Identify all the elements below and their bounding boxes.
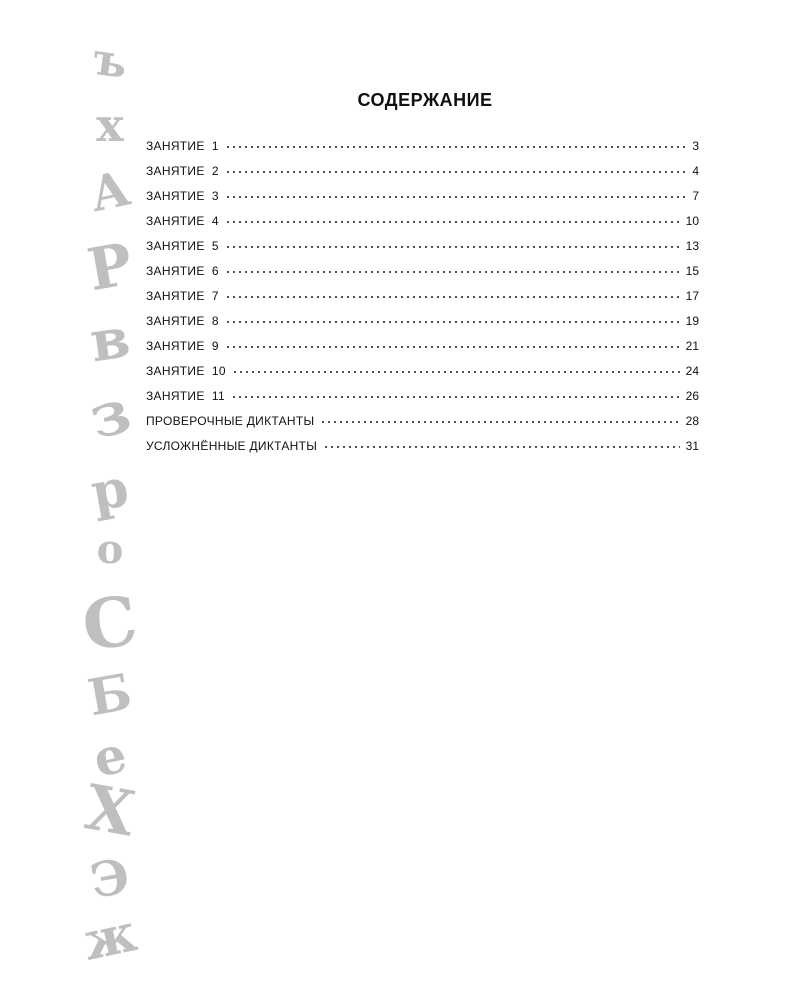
toc-row[interactable] xyxy=(146,138,699,163)
strip-letter: з xyxy=(82,376,138,454)
toc-label: ЗАНЯТИЕ 8 xyxy=(146,314,219,328)
table-of-contents xyxy=(146,138,699,463)
toc-leader-dots xyxy=(225,263,680,275)
toc-page-number: 15 xyxy=(685,264,699,278)
toc-page-number: 10 xyxy=(685,214,699,228)
strip-letter: Б xyxy=(83,661,137,728)
toc-label: ЗАНЯТИЕ 5 xyxy=(146,239,219,253)
toc-label: ПРОВЕРОЧНЫЕ ДИКТАНТЫ xyxy=(146,414,315,428)
toc-label: ЗАНЯТИЕ 4 xyxy=(146,214,219,228)
toc-page-number: 3 xyxy=(692,139,699,153)
toc-leader-dots xyxy=(225,213,680,225)
toc-label: УСЛОЖНЁННЫЕ ДИКТАНТЫ xyxy=(146,439,318,453)
toc-page-number: 24 xyxy=(685,364,699,378)
toc-row[interactable] xyxy=(146,163,699,188)
toc-page-number: 19 xyxy=(685,314,699,328)
strip-letter: Р xyxy=(82,229,138,305)
toc-leader-dots xyxy=(225,288,680,300)
toc-row[interactable] xyxy=(146,388,699,413)
toc-row[interactable] xyxy=(146,313,699,338)
toc-row[interactable] xyxy=(146,363,699,388)
toc-row[interactable] xyxy=(146,438,699,463)
strip-letter: р xyxy=(86,457,134,524)
toc-page-number: 21 xyxy=(685,339,699,353)
toc-row[interactable] xyxy=(146,263,699,288)
strip-letter: С xyxy=(77,580,143,668)
toc-leader-dots xyxy=(232,363,680,375)
strip-letter: х xyxy=(96,98,124,152)
toc-label: ЗАНЯТИЕ 6 xyxy=(146,264,219,278)
toc-leader-dots xyxy=(225,238,680,250)
toc-page-number: 28 xyxy=(685,414,699,428)
strip-letter: Э xyxy=(86,848,134,910)
toc-row[interactable] xyxy=(146,413,699,438)
toc-page-number: 31 xyxy=(685,439,699,453)
toc-row[interactable] xyxy=(146,338,699,363)
toc-label: ЗАНЯТИЕ 11 xyxy=(146,389,225,403)
toc-label: ЗАНЯТИЕ 10 xyxy=(146,364,226,378)
toc-label: ЗАНЯТИЕ 3 xyxy=(146,189,219,203)
page-title: СОДЕРЖАНИЕ xyxy=(357,90,493,110)
toc-label: ЗАНЯТИЕ 7 xyxy=(146,289,219,303)
toc-page-number: 7 xyxy=(692,189,699,203)
toc-page-number: 26 xyxy=(685,389,699,403)
toc-label: ЗАНЯТИЕ 9 xyxy=(146,339,219,353)
toc-row[interactable] xyxy=(146,288,699,313)
strip-letter: ъ xyxy=(89,33,131,90)
toc-label: ЗАНЯТИЕ 2 xyxy=(146,164,219,178)
toc-leader-dots xyxy=(225,188,686,200)
strip-letter: ж xyxy=(77,902,142,973)
decorative-letter-strip xyxy=(70,33,150,980)
toc-row[interactable] xyxy=(146,238,699,263)
toc-leader-dots xyxy=(225,338,680,350)
strip-letter: е xyxy=(88,724,132,789)
toc-page-number: 17 xyxy=(685,289,699,303)
toc-leader-dots xyxy=(320,413,679,425)
toc-row[interactable] xyxy=(146,188,699,213)
toc-leader-dots xyxy=(225,138,686,150)
toc-row[interactable] xyxy=(146,213,699,238)
strip-letter: в xyxy=(86,304,134,376)
strip-letter: Х xyxy=(80,770,141,851)
toc-leader-dots xyxy=(231,388,680,400)
toc-leader-dots xyxy=(323,438,679,450)
toc-page-number: 4 xyxy=(692,164,699,178)
strip-letter: о xyxy=(96,526,124,573)
toc-label: ЗАНЯТИЕ 1 xyxy=(146,139,219,153)
toc-page-number: 13 xyxy=(685,239,699,253)
toc-leader-dots xyxy=(225,163,686,175)
toc-leader-dots xyxy=(225,313,680,325)
strip-letter: А xyxy=(85,160,135,224)
